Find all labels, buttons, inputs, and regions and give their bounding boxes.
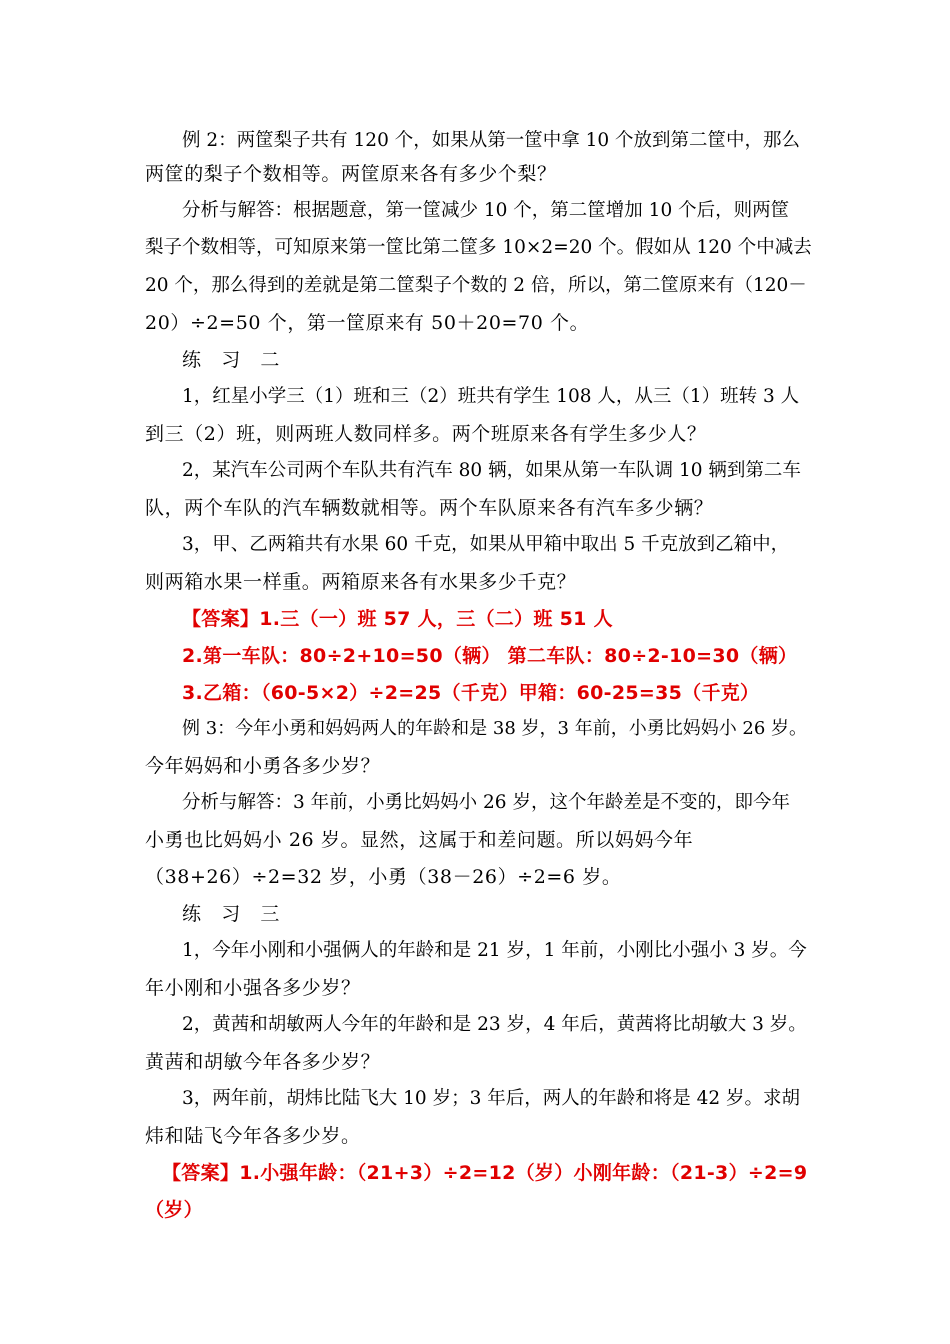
exercise-3-q3-line-2: 炜和陆飞今年各多少岁。 — [145, 1125, 361, 1147]
exercise-3-q1-line-1: 1，今年小刚和小强俩人的年龄和是 21 岁，1 年前，小刚比小强小 3 岁。今 — [182, 940, 807, 961]
exercise-3-answer-1: 【答案】1.小强年龄：（21+3）÷2=12（岁）小刚年龄：（21-3）÷2=9 — [162, 1162, 808, 1184]
exercise-3-answer-1-cont: （岁） — [145, 1199, 203, 1221]
exercise-2-q1-line-1: 1，红星小学三（1）班和三（2）班共有学生 108 人，从三（1）班转 3 人 — [182, 386, 800, 407]
example-2-question-line-1: 例 2：两筐梨子共有 120 个，如果从第一筐中拿 10 个放到第二筐中，那么 — [182, 130, 801, 151]
example-2-analysis-line-2: 梨子个数相等，可知原来第一筐比第二筐多 10×2=20 个。假如从 120 个中减去 — [145, 237, 812, 258]
exercise-2-answer-1: 【答案】1.三（一）班 57 人，三（二）班 51 人 — [182, 608, 613, 630]
exercise-2-q3-line-2: 则两箱水果一样重。两箱原来各有水果多少千克？ — [145, 571, 577, 593]
example-3-analysis-line-2: 小勇也比妈妈小 26 岁。显然，这属于和差问题。所以妈妈今年 — [145, 829, 694, 851]
example-2-analysis-line-3: 20 个，那么得到的差就是第二筐梨子个数的 2 倍，所以，第二筐原来有（120－ — [145, 275, 807, 296]
example-3-analysis-line-1: 分析与解答：3 年前，小勇比妈妈小 26 岁，这个年龄差是不变的，即今年 — [182, 792, 790, 813]
exercise-2-q1-line-2: 到三（2）班，则两班人数同样多。两个班原来各有学生多少人？ — [145, 423, 707, 445]
example-2-analysis-line-4: 20）÷2=50 个，第一筐原来有 50＋20=70 个。 — [145, 312, 590, 334]
example-2-analysis-line-1: 分析与解答：根据题意，第一筐减少 10 个，第二筐增加 10 个后，则两筐 — [182, 200, 790, 221]
exercise-2-q3-line-1: 3，甲、乙两箱共有水果 60 千克，如果从甲箱中取出 5 千克放到乙箱中， — [182, 534, 790, 555]
exercise-3-q3-line-1: 3，两年前，胡炜比陆飞大 10 岁；3 年后，两人的年龄和将是 42 岁。求胡 — [182, 1088, 801, 1109]
exercise-2-answer-2: 2.第一车队：80÷2+10=50（辆） 第二车队：80÷2-10=30（辆） — [182, 645, 798, 667]
exercise-3-q1-line-2: 年小刚和小强各多少岁？ — [145, 977, 361, 999]
exercise-2-answer-3: 3.乙箱：（60-5×2）÷2=25（千克）甲箱：60-25=35（千克） — [182, 682, 760, 704]
example-2-question-line-2: 两筐的梨子个数相等。两筐原来各有多少个梨？ — [145, 163, 557, 185]
exercise-2-q2-line-2: 队，两个车队的汽车辆数就相等。两个车队原来各有汽车多少辆？ — [145, 497, 714, 519]
exercise-3-heading: 练 习 三 — [182, 903, 281, 925]
exercise-3-q2-line-1: 2，黄茜和胡敏两人今年的年龄和是 23 岁，4 年后，黄茜将比胡敏大 3 岁。 — [182, 1014, 807, 1035]
exercise-2-heading: 练 习 二 — [182, 349, 281, 371]
exercise-2-q2-line-1: 2，某汽车公司两个车队共有汽车 80 辆，如果从第一车队调 10 辆到第二车 — [182, 460, 801, 481]
example-3-analysis-line-3: （38+26）÷2=32 岁，小勇（38－26）÷2=6 岁。 — [145, 866, 622, 888]
example-3-question-line-2: 今年妈妈和小勇各多少岁？ — [145, 755, 381, 777]
exercise-3-q2-line-2: 黄茜和胡敏今年各多少岁？ — [145, 1051, 381, 1073]
example-3-question-line-1: 例 3：今年小勇和妈妈两人的年龄和是 38 岁，3 年前，小勇比妈妈小 26 岁。 — [182, 718, 808, 739]
